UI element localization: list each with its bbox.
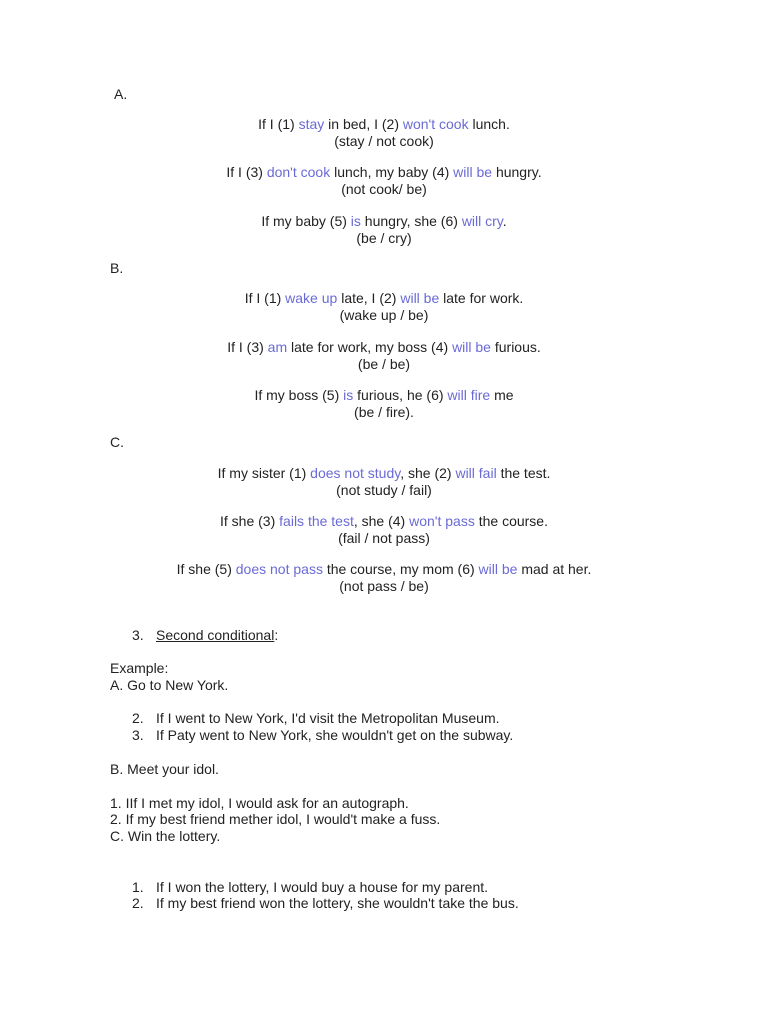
section-b-sentence-1: If I (1) wake up late, I (2) will be late for work. [244, 290, 524, 306]
list-item: If Paty went to New York, she wouldn't get on the subway. [156, 727, 514, 743]
list-item-number: 3. [132, 727, 144, 743]
section-a-hint-3: (be / cry) [356, 230, 412, 246]
answer: will be [452, 339, 491, 355]
answer: will be [478, 561, 518, 577]
answer: will fire [447, 387, 491, 403]
section-c-heading: C. [110, 434, 124, 450]
answer: does not pass [235, 561, 323, 577]
part-b-heading: B. Meet your idol. [110, 761, 219, 777]
part-b-line-1: 1. IIf I met my idol, I would ask for an autograph. [110, 795, 409, 811]
answer: is [350, 213, 361, 229]
section-a-hint-1: (stay / not cook) [334, 133, 434, 149]
answer: fails the test [279, 513, 354, 529]
list-item: If I won the lottery, I would buy a house for my parent. [156, 879, 489, 895]
section-c-sentence-2: If she (3) fails the test, she (4) won't pass the course. [220, 513, 548, 529]
answer: won't pass [409, 513, 475, 529]
section-b-hint-2: (be / be) [357, 356, 411, 372]
answer: is [343, 387, 354, 403]
section-b-heading: B. [110, 260, 124, 276]
answer: am [267, 339, 288, 355]
answer: will be [453, 164, 493, 180]
answer: wake up [285, 290, 338, 306]
answer: will be [400, 290, 440, 306]
list-item: If I went to New York, I'd visit the Metropolitan Museum. [156, 710, 500, 726]
section-c-sentence-3: If she (5) does not pass the course, my mom (6) will be mad at her. [176, 561, 592, 577]
list-item-number: 1. [132, 879, 144, 895]
answer: will cry [461, 213, 503, 229]
section-a-heading: A. [114, 86, 128, 102]
part-c-heading: C. Win the lottery. [110, 828, 221, 844]
list-item: If my best friend won the lottery, she wouldn't take the bus. [156, 895, 519, 911]
section-b-hint-1: (wake up / be) [339, 307, 429, 323]
section-a-sentence-3: If my baby (5) is hungry, she (6) will cry. [261, 213, 507, 229]
section-c-hint-2: (fail / not pass) [338, 530, 430, 546]
list-item-number: 2. [132, 710, 144, 726]
part-a-heading: A. Go to New York. [110, 677, 229, 693]
list-item-number: 2. [132, 895, 144, 911]
answer: don't cook [266, 164, 331, 180]
section-b-sentence-2: If I (3) am late for work, my boss (4) will be furious. [227, 339, 541, 355]
answer: stay [298, 116, 325, 132]
section-b-sentence-3: If my boss (5) is furious, he (6) will fire me [254, 387, 514, 403]
section-title: Second conditional: [156, 627, 279, 643]
answer: does not study [310, 465, 401, 481]
section-b-hint-3: (be / fire). [354, 404, 414, 420]
section-a-sentence-1: If I (1) stay in bed, I (2) won't cook lunch. [258, 116, 510, 132]
section-c-hint-1: (not study / fail) [336, 482, 432, 498]
section-c-sentence-1: If my sister (1) does not study, she (2) will fail the test. [217, 465, 551, 481]
section-a-hint-2: (not cook/ be) [341, 181, 427, 197]
answer: won't cook [402, 116, 469, 132]
example-label: Example: [110, 660, 169, 676]
section-c-hint-3: (not pass / be) [339, 578, 429, 594]
part-b-line-2: 2. If my best friend mether idol, I would't make a fuss. [110, 811, 441, 827]
section-number: 3. [132, 627, 144, 643]
section-a-sentence-2: If I (3) don't cook lunch, my baby (4) will be hungry. [226, 164, 542, 180]
answer: will fail [455, 465, 497, 481]
